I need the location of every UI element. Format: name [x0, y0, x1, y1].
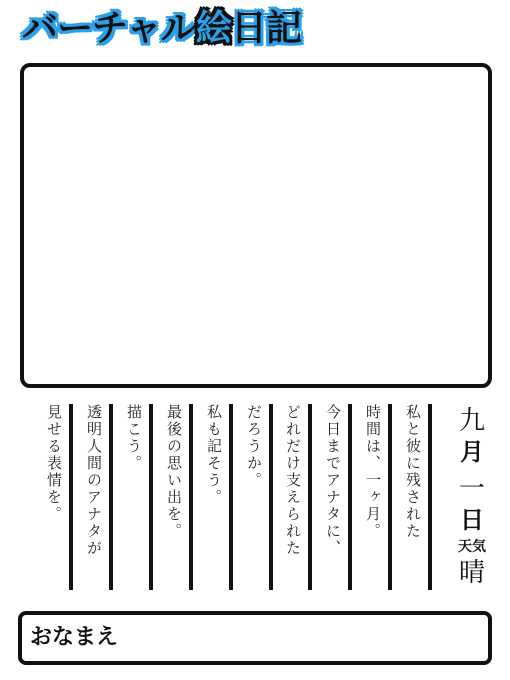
diary-line-7: 最後の思い出を。 — [165, 404, 183, 540]
title-main: バーチャル — [22, 8, 196, 49]
diary-line-3: 今日までアナタに、 — [324, 404, 342, 557]
weather-value: 晴 — [458, 558, 485, 588]
diary-line-10: 見せる表情を。 — [45, 404, 63, 523]
diary-line-9: 透明人間のアナタが — [85, 404, 103, 557]
diary-line-5: だろうか。 — [245, 404, 263, 489]
name-label: おなまえ — [30, 625, 119, 650]
diary-line-1: 私と彼に残された — [404, 404, 422, 540]
title-accent: 絵 — [195, 8, 231, 49]
diary-line-4: どれだけ支えられた — [284, 404, 302, 557]
day-number: 一 — [458, 474, 485, 504]
diary-line-8: 描こう。 — [125, 404, 143, 472]
title-tail: 日記 — [230, 8, 301, 49]
weather-label: 天気 — [458, 539, 486, 555]
name-field[interactable] — [18, 611, 492, 665]
month-number: 九 — [458, 406, 485, 436]
diary-line-2: 時間は、一ヶ月。 — [364, 404, 382, 540]
month-unit: 月 — [460, 438, 484, 466]
date-weather-column — [448, 405, 496, 605]
diary-line-6: 私も記そう。 — [205, 404, 223, 506]
day-unit: 日 — [460, 506, 484, 534]
